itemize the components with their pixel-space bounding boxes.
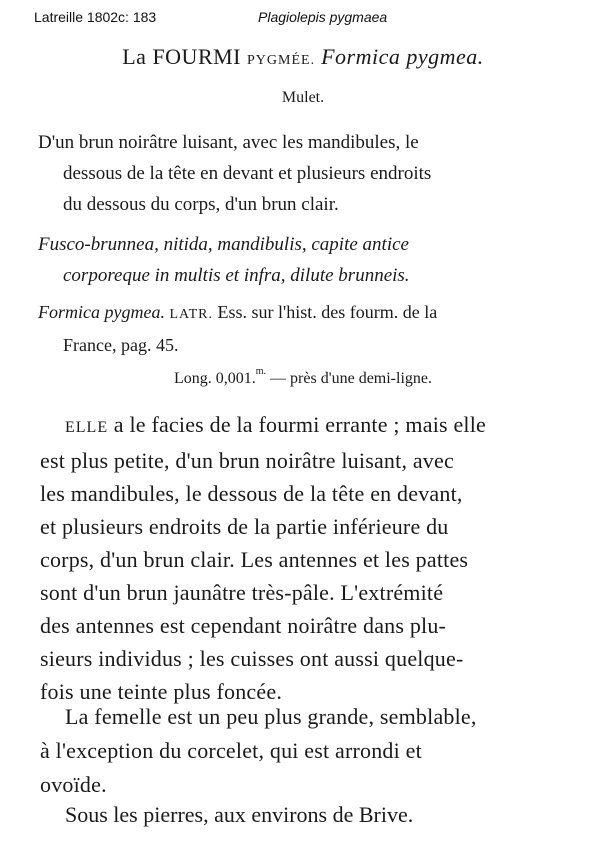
measurement-unit: m.: [255, 366, 267, 377]
description-latin-line: Fusco-brunnea, nitida, mandibulis, capite antice: [38, 234, 409, 255]
paragraph-line: à l'exception du corcelet, qui est arrondi et: [40, 738, 422, 763]
measurement-rest: — près d'une demi-ligne.: [270, 370, 432, 387]
citation-taxon-name: Formica pygmea.: [38, 302, 165, 322]
paragraph-line: corps, d'un brun clair. Les antennes et les pattes: [40, 547, 469, 572]
paragraph-line: des antennes est cependant noirâtre dans plu-: [40, 613, 447, 638]
caste-label: Mulet.: [281, 89, 325, 106]
paragraph-line: est plus petite, d'un brun noirâtre luisant, avec: [40, 448, 454, 473]
citation-author: LATR.: [169, 307, 213, 322]
description-latin: [38, 229, 410, 291]
description-french-line: D'un brun noirâtre luisant, avec les mandibules, le: [38, 132, 419, 153]
title-latin-name: Formica pygmea.: [321, 44, 484, 69]
description-latin-line: corporeque in multis et infra, dilute brunneis.: [63, 265, 410, 286]
header-reference: Latreille 1802c: 183: [34, 9, 157, 25]
paragraph-line: sieurs individus ; les cuisses ont aussi quelque-: [40, 646, 464, 671]
body-paragraph-3: [40, 798, 413, 832]
paragraph-lead-word: ELLE: [65, 419, 109, 436]
paragraph-line: La femelle est un peu plus grande, semblable,: [65, 704, 477, 729]
description-french-line: dessous de la tête en devant et plusieurs endroits: [63, 163, 432, 184]
paragraph-line: fois une teinte plus foncée.: [40, 679, 283, 704]
paragraph-line: sont d'un brun jaunâtre très-pâle. L'extrémité: [40, 580, 444, 605]
citation-text: Ess. sur l'hist. des fourm. de la: [217, 302, 438, 322]
paragraph-line: et plusieurs endroits de la partie inférieure du: [40, 514, 449, 539]
measurement-value: 0,001.: [215, 370, 256, 387]
body-paragraph-1: [40, 408, 486, 708]
header-species-name: Plagiolepis pygmaea: [258, 9, 388, 25]
reference-citation: [38, 297, 437, 361]
title-french-prefix: La FOURMI: [122, 44, 242, 69]
page-title: [0, 44, 606, 70]
citation-continuation: France, pag. 45.: [63, 335, 179, 355]
measurement-label: Long.: [173, 370, 212, 387]
length-measurement: [0, 366, 606, 388]
title-french-suffix: PYGMÉE.: [247, 53, 316, 68]
description-french: [38, 127, 431, 220]
paragraph-line: les mandibules, le dessous de la tête en devant,: [40, 481, 463, 506]
paragraph-line: ovoïde.: [40, 772, 107, 797]
paragraph-first-line: a le facies de la fourmi errante ; mais elle: [113, 412, 487, 437]
description-french-line: du dessous du corps, d'un brun clair.: [63, 194, 339, 215]
paragraph-line: Sous les pierres, aux environs de Brive.: [65, 802, 414, 827]
body-paragraph-2: [40, 700, 477, 802]
